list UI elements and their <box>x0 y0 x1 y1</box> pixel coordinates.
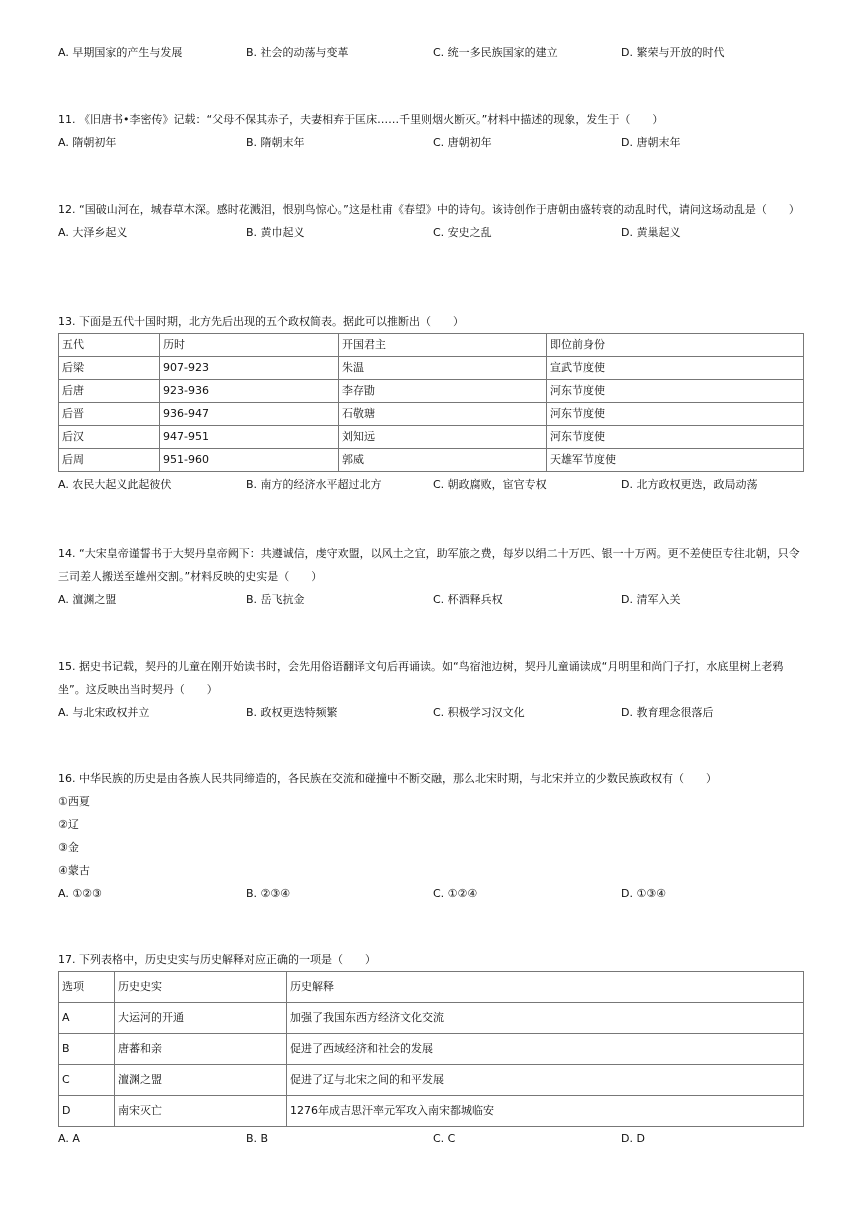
table-cell: 后周 <box>59 449 160 472</box>
table-header-cell: 历史史实 <box>115 972 287 1003</box>
table-row <box>59 1003 804 1034</box>
table-cell: 加强了我国东西方经济文化交流 <box>287 1003 804 1034</box>
option-d[interactable]: D. 唐朝末年 <box>621 136 681 149</box>
option-c[interactable]: C. 朝政腐败，宦官专权 <box>433 478 547 491</box>
option-a[interactable]: A. 农民大起义此起彼伏 <box>58 478 172 491</box>
option-c[interactable]: C. ①②④ <box>433 887 478 900</box>
table-cell: 后晋 <box>59 403 160 426</box>
option-b[interactable]: B. 黄巾起义 <box>246 226 305 239</box>
table-cell: 促进了西域经济和社会的发展 <box>287 1034 804 1065</box>
table-cell: 河东节度使 <box>547 403 804 426</box>
table-row <box>59 449 804 472</box>
table-cell: 石敬瑭 <box>339 403 547 426</box>
table-cell: 947-951 <box>160 426 339 449</box>
table-cell: 936-947 <box>160 403 339 426</box>
table-header-cell: 选项 <box>59 972 115 1003</box>
table-cell: 河东节度使 <box>547 426 804 449</box>
question-16 <box>58 767 806 905</box>
options-row <box>58 1127 806 1150</box>
table-header-cell: 开国君主 <box>339 334 547 357</box>
option-b[interactable]: B. B <box>246 1132 269 1145</box>
statement-item: ②辽 <box>58 818 79 831</box>
table-cell: 951-960 <box>160 449 339 472</box>
statement-item: ④蒙古 <box>58 864 90 877</box>
table-cell: 南宋灭亡 <box>115 1096 287 1127</box>
table-cell: 923-936 <box>160 380 339 403</box>
options-row <box>58 41 806 64</box>
option-b[interactable]: B. ②③④ <box>246 887 291 900</box>
table-header-row <box>59 972 804 1003</box>
option-b[interactable]: B. 南方的经济水平超过北方 <box>246 478 382 491</box>
option-a[interactable]: A. A <box>58 1132 80 1145</box>
option-c[interactable]: C. 积极学习汉文化 <box>433 706 525 719</box>
table-header-cell: 即位前身份 <box>547 334 804 357</box>
table-header-cell: 历史解释 <box>287 972 804 1003</box>
question-stem: 16. 中华民族的历史是由各族人民共同缔造的，各民族在交流和碰撞中不断交融，那么北宋时期，与北宋并立的少数民族政权有（ ） <box>58 772 717 785</box>
table-cell: 促进了辽与北宋之间的和平发展 <box>287 1065 804 1096</box>
question-11 <box>58 108 806 154</box>
options-row <box>58 473 806 496</box>
table-cell: 李存勖 <box>339 380 547 403</box>
option-a[interactable]: A. ①②③ <box>58 887 102 900</box>
table-cell: 后汉 <box>59 426 160 449</box>
question-10 <box>58 41 806 64</box>
question-15 <box>58 655 806 724</box>
option-c[interactable]: C. 唐朝初年 <box>433 136 492 149</box>
option-d[interactable]: D. 黄巢起义 <box>621 226 681 239</box>
table-cell: 朱温 <box>339 357 547 380</box>
table-cell: 唐蕃和亲 <box>115 1034 287 1065</box>
table-cell: 刘知远 <box>339 426 547 449</box>
regime-table <box>58 333 804 472</box>
option-b[interactable]: B. 政权更迭特频繁 <box>246 706 338 719</box>
table-cell: 后唐 <box>59 380 160 403</box>
option-d[interactable]: D. 清军入关 <box>621 593 681 606</box>
option-d[interactable]: D. D <box>621 1132 645 1145</box>
question-stem: 17. 下列表格中，历史史实与历史解释对应正确的一项是（ ） <box>58 953 376 966</box>
table-cell: A <box>59 1003 115 1034</box>
option-d[interactable]: D. 北方政权更迭，政局动荡 <box>621 478 758 491</box>
table-cell: B <box>59 1034 115 1065</box>
question-stem: 14. “大宋皇帝谨誓书于大契丹皇帝阙下：共遵诚信，虔守欢盟，以风土之宜，助军旅之费，每岁以绢二十万匹、银一十万两。更不差使臣专往北朝，只令三司差人搬送至雄州交割。”材料反映的史实是（ ） <box>58 547 800 583</box>
option-b[interactable]: B. 社会的动荡与变革 <box>246 46 349 59</box>
table-row <box>59 1096 804 1127</box>
table-cell: 907-923 <box>160 357 339 380</box>
table-row <box>59 380 804 403</box>
options-row <box>58 588 806 611</box>
table-cell: C <box>59 1065 115 1096</box>
option-d[interactable]: D. 繁荣与开放的时代 <box>621 46 725 59</box>
table-header-row <box>59 334 804 357</box>
question-14 <box>58 542 806 611</box>
option-a[interactable]: A. 隋朝初年 <box>58 136 117 149</box>
table-cell: 后梁 <box>59 357 160 380</box>
question-17 <box>58 948 806 1150</box>
option-c[interactable]: C. 安史之乱 <box>433 226 492 239</box>
table-cell: 郭威 <box>339 449 547 472</box>
table-cell: 1276年成吉思汗率元军攻入南宋都城临安 <box>287 1096 804 1127</box>
option-c[interactable]: C. 统一多民族国家的建立 <box>433 46 558 59</box>
table-row <box>59 1034 804 1065</box>
options-row <box>58 221 806 244</box>
option-b[interactable]: B. 岳飞抗金 <box>246 593 305 606</box>
table-cell: 澶渊之盟 <box>115 1065 287 1096</box>
history-table <box>58 971 804 1127</box>
option-c[interactable]: C. 杯酒释兵权 <box>433 593 503 606</box>
options-row <box>58 882 806 905</box>
table-header-cell: 五代 <box>59 334 160 357</box>
option-d[interactable]: D. 教育理念很落后 <box>621 706 714 719</box>
question-13 <box>58 310 806 496</box>
option-b[interactable]: B. 隋朝末年 <box>246 136 305 149</box>
question-stem: 12. “国破山河在，城春草木深。感时花溅泪，恨别鸟惊心。”这是杜甫《春望》中的诗句。该诗创作于唐朝由盛转衰的动乱时代，请问这场动乱是（ ） <box>58 203 800 216</box>
table-header-cell: 历时 <box>160 334 339 357</box>
options-row <box>58 701 806 724</box>
table-cell: D <box>59 1096 115 1127</box>
option-a[interactable]: A. 澶渊之盟 <box>58 593 117 606</box>
table-row <box>59 403 804 426</box>
option-a[interactable]: A. 早期国家的产生与发展 <box>58 46 183 59</box>
table-cell: 宣武节度使 <box>547 357 804 380</box>
option-a[interactable]: A. 与北宋政权并立 <box>58 706 150 719</box>
option-d[interactable]: D. ①③④ <box>621 887 667 900</box>
table-cell: 河东节度使 <box>547 380 804 403</box>
option-a[interactable]: A. 大泽乡起义 <box>58 226 128 239</box>
question-stem: 11. 《旧唐书•李密传》记载：“父母不保其赤子，夫妻相弃于匡床……千里则烟火断灭。”材料中描述的现象，发生于（ ） <box>58 113 664 126</box>
table-cell: 大运河的开通 <box>115 1003 287 1034</box>
table-row <box>59 1065 804 1096</box>
statement-item: ③金 <box>58 841 79 854</box>
question-stem: 15. 据史书记载，契丹的儿童在刚开始读书时，会先用俗语翻译文句后再诵读。如“鸟宿池边树，契丹儿童诵读成“月明里和尚门子打，水底里树上老鸦坐”。这反映出当时契丹（ ） <box>58 660 784 696</box>
options-row <box>58 131 806 154</box>
question-12 <box>58 198 806 244</box>
table-cell: 天雄军节度使 <box>547 449 804 472</box>
question-stem: 13. 下面是五代十国时期，北方先后出现的五个政权简表。据此可以推断出（ ） <box>58 315 464 328</box>
table-row <box>59 426 804 449</box>
option-c[interactable]: C. C <box>433 1132 456 1145</box>
statement-item: ①西夏 <box>58 795 90 808</box>
table-row <box>59 357 804 380</box>
